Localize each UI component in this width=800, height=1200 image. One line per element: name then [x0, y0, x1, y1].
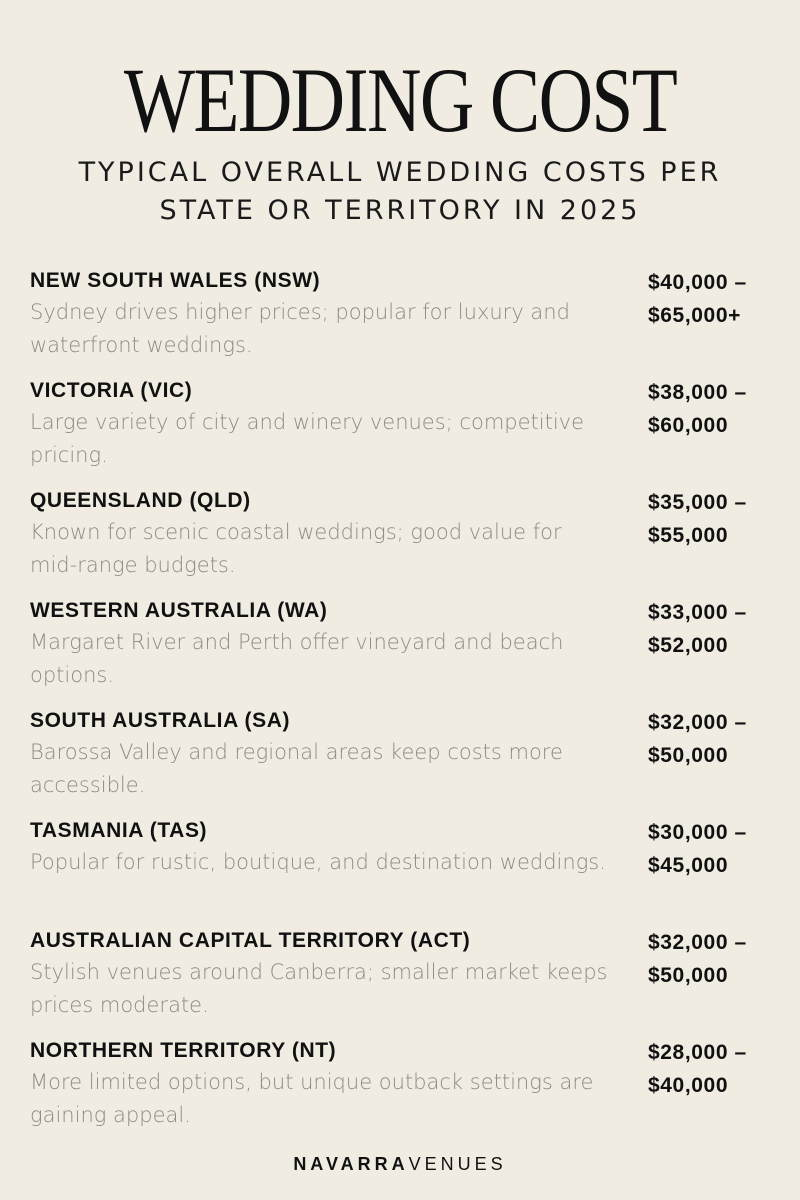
- entry-price-low: $28,000 –: [648, 1041, 747, 1064]
- entry-price-high: $40,000: [648, 1074, 729, 1097]
- entry-price-high: $45,000: [648, 854, 729, 877]
- entry-price-range: [648, 266, 778, 332]
- entry-description: Margaret River and Perth offer vineyard and beach options.: [30, 630, 564, 687]
- entry-price-range: [648, 706, 778, 772]
- entry-description: Large variety of city and winery venues; competitive pricing.: [30, 410, 585, 467]
- page-subtitle: [0, 154, 800, 230]
- cost-entry-act: [30, 926, 775, 1036]
- entry-price-high: $65,000+: [648, 304, 741, 327]
- entry-region-name: QUEENSLAND (QLD): [30, 489, 251, 512]
- entry-region-name: SOUTH AUSTRALIA (SA): [30, 709, 291, 732]
- cost-entry-nsw: [30, 266, 775, 376]
- cost-entry-nt: [30, 1036, 775, 1146]
- entry-price-low: $40,000 –: [648, 271, 747, 294]
- subtitle-line-1: TYPICAL OVERALL WEDDING COSTS PER: [78, 157, 722, 188]
- entry-price-range: [648, 926, 778, 992]
- entry-price-low: $35,000 –: [648, 491, 747, 514]
- entry-price-low: $30,000 –: [648, 821, 747, 844]
- cost-entry-sa: [30, 706, 775, 816]
- brand-name-bold: NAVARRA: [293, 1154, 409, 1174]
- entry-price-high: $55,000: [648, 524, 729, 547]
- entry-region-name: NORTHERN TERRITORY (NT): [30, 1039, 337, 1062]
- entry-price-low: $32,000 –: [648, 931, 747, 954]
- cost-entry-qld: [30, 486, 775, 596]
- entry-description: More limited options, but unique outback settings are gaining appeal.: [30, 1070, 594, 1127]
- entry-price-range: [648, 486, 778, 552]
- entry-description: Barossa Valley and regional areas keep costs more accessible.: [30, 740, 563, 797]
- entry-region-name: AUSTRALIAN CAPITAL TERRITORY (ACT): [30, 929, 471, 952]
- entry-description: Sydney drives higher prices; popular for luxury and waterfront weddings.: [30, 300, 570, 357]
- entry-price-low: $33,000 –: [648, 601, 747, 624]
- page-title: WEDDING COST: [123, 49, 677, 151]
- entry-description: Known for scenic coastal weddings; good value for mid-range budgets.: [30, 520, 562, 577]
- entry-price-low: $38,000 –: [648, 381, 747, 404]
- cost-entry-tas: [30, 816, 775, 926]
- entry-price-low: $32,000 –: [648, 711, 747, 734]
- entry-price-range: [648, 596, 778, 662]
- entry-price-high: $60,000: [648, 414, 729, 437]
- entry-price-high: $52,000: [648, 634, 729, 657]
- entry-price-high: $50,000: [648, 964, 729, 987]
- subtitle-line-2: STATE OR TERRITORY IN 2025: [159, 195, 641, 226]
- entry-region-name: TASMANIA (TAS): [30, 819, 208, 842]
- entry-region-name: WESTERN AUSTRALIA (WA): [30, 599, 328, 622]
- entry-price-high: $50,000: [648, 744, 729, 767]
- entry-price-range: [648, 816, 778, 882]
- entry-region-name: NEW SOUTH WALES (NSW): [30, 269, 321, 292]
- cost-entry-wa: [30, 596, 775, 706]
- brand-name-light: VENUES: [408, 1154, 507, 1174]
- cost-entry-vic: [30, 376, 775, 486]
- entry-price-range: [648, 376, 778, 442]
- entry-description: Popular for rustic, boutique, and destination weddings.: [30, 850, 606, 874]
- brand-logo: [0, 1150, 800, 1178]
- entry-price-range: [648, 1036, 778, 1102]
- entry-description: Stylish venues around Canberra; smaller market keeps prices moderate.: [30, 960, 608, 1017]
- entry-region-name: VICTORIA (VIC): [30, 379, 193, 402]
